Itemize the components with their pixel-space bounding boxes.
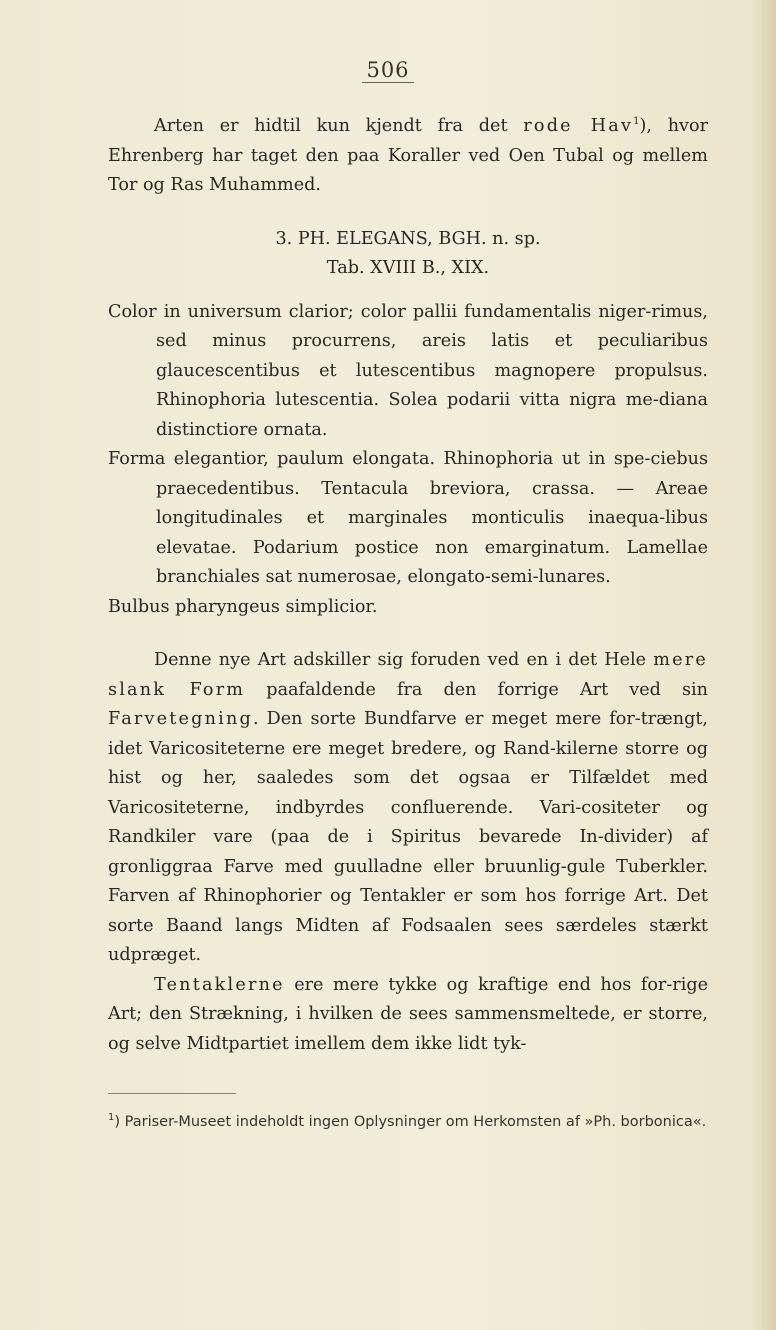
description-paragraph-1: Denne nye Art adskiller sig foruden ved en i det Hele mere slank Form paafaldende fra den forrige Art ved sin Farvetegning. Den sorte Bundfarve er meget mere for-trængt, idet Varicositeterne ere meget bredere, og Rand-kilerne storre og hist og her, saaledes som det ogsaa er Tilfældet med Varicositeterne, indbyrdes confluerende. Vari-cositeter og Randkiler vare (paa de i Spiritus bevarede In-divider) af gronliggraa Farve med guulladne eller bruunlig-gule Tuberkler. Farven af Rhinophorier og Tentakler er som hos forrige Art. Det sorte Baand langs Midten af Fodsaalen sees særdeles stærkt udpræget. (108, 650, 708, 965)
footnote-marker: 1 (108, 1112, 115, 1124)
diagnosis-bulbus: Bulbus pharyngeus simplicior. (108, 596, 378, 617)
description-paragraph-2: Tentaklerne ere mere tykke og kraftige end hos for-rige Art; den Strækning, i hvilken de sees sammensmeltede, er storre, og selve Midtpartiet imellem dem ikke lidt tyk- (108, 974, 708, 1054)
spaced-emphasis: mere slank Form (108, 650, 708, 700)
spaced-emphasis: rode Hav (523, 116, 634, 136)
footnote-divider (108, 1093, 236, 1094)
diagnosis-color: Color in universum clarior; color pallii fundamentalis niger-rimus, sed minus procurrens, areis latis et peculiaribus glaucescentibus et lutescentibus magnopere propulsus. Rhinophoria lutescentia. Solea podarii vitta nigra me-diana distinctiore ornata. (108, 301, 708, 440)
spaced-emphasis: Tentaklerne (154, 974, 285, 995)
page-number: 506 (0, 58, 776, 82)
diagnosis-form: Forma elegantior, paulum elongata. Rhinophoria ut in spe-ciebus praecedentibus. Tentacula breviora, crassa. — Areae longitudinales et marginales monticulis inaequa-libus elevatae. Podarium postice non emarginatum. Lamellae branchiales sat numerosae, elongato-semi-lunares. (108, 449, 708, 587)
intro-paragraph: Arten er hidtil kun kjendt fra det rode Hav$^1$), hvor Ehrenberg har taget den paa Koraller ved Oen Tubal og mellem Tor og Ras Muhammed. (108, 116, 708, 195)
main-text (108, 112, 708, 1059)
footnote-reference: 1 (633, 116, 640, 128)
footnote: $^1$) Pariser-Museet indeholdt ingen Oplysninger om Herkomsten af »Ph. borbonica«. (108, 1112, 707, 1130)
species-plate-reference: Tab. XVIII B., XIX. (326, 258, 490, 278)
spaced-emphasis: Farvetegning (108, 709, 253, 729)
species-heading: 3. PH. ELEGANS, BGH. n. sp. (275, 228, 541, 249)
